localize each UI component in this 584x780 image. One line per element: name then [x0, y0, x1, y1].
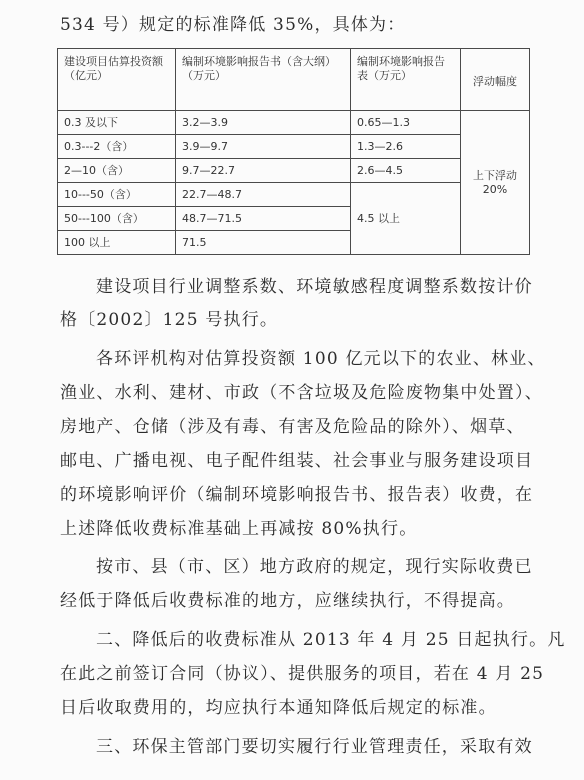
- header-investment: 建设项目估算投资额（亿元）: [58, 49, 176, 111]
- paragraph-line: 三、环保主管部门要切实履行行业管理责任，采取有效: [96, 737, 533, 757]
- paragraph-line: 二、降低后的收费标准从 2013 年 4 月 25 日起执行。凡: [96, 630, 566, 650]
- cell-report-book: 71.5: [176, 231, 351, 255]
- cell-report-form: 1.3—2.6: [351, 135, 461, 159]
- paragraph-line: 各环评机构对估算投资额 100 亿元以下的农业、林业、: [96, 349, 546, 369]
- top-line: 534 号）规定的标准降低 35%，具体为：: [60, 15, 406, 35]
- cell-investment: 50---100（含）: [58, 207, 176, 231]
- paragraph-line: 经低于降低后收费标准的地方，应继续执行，不得提高。: [60, 591, 515, 611]
- table-row: [58, 135, 530, 159]
- cell-report-book: 3.2—3.9: [176, 111, 351, 135]
- paragraph-line: 渔业、水利、建材、市政（不含垃圾及危险废物集中处置）、: [60, 383, 543, 403]
- paragraph-line: 的环境影响评价（编制环境影响报告书、报告表）收费，在: [60, 485, 534, 505]
- cell-investment: 2—10（含）: [58, 159, 176, 183]
- paragraph-line: 按市、县（市、区）地方政府的规定，现行实际收费已: [96, 557, 533, 577]
- paragraph-line: 建设项目行业调整系数、环境敏感程度调整系数按计价: [96, 277, 533, 297]
- table-row: [58, 183, 530, 207]
- cell-report-form: 4.5 以上: [351, 183, 461, 255]
- cell-float-range: 上下浮动 20%: [461, 111, 530, 255]
- fee-table: [57, 48, 530, 255]
- cell-investment: 100 以上: [58, 231, 176, 255]
- table-row: [58, 159, 530, 183]
- cell-investment: 0.3---2（含）: [58, 135, 176, 159]
- header-report-form: 编制环境影响报告表（万元）: [351, 49, 461, 111]
- cell-report-book: 22.7—48.7: [176, 183, 351, 207]
- table-header-row: [58, 49, 530, 111]
- header-report-book: 编制环境影响报告书（含大纲）（万元）: [176, 49, 351, 111]
- paragraph-line: 房地产、仓储（涉及有毒、有害及危险品的除外）、烟草、: [60, 417, 525, 437]
- cell-investment: 0.3 及以下: [58, 111, 176, 135]
- paragraph-line: 格〔2002〕125 号执行。: [60, 310, 279, 330]
- table-row: [58, 111, 530, 135]
- cell-report-book: 48.7—71.5: [176, 207, 351, 231]
- cell-report-book: 3.9—9.7: [176, 135, 351, 159]
- paragraph-line: 日后收取费用的，均应执行本通知降低后规定的标准。: [60, 698, 497, 718]
- cell-report-form: 0.65—1.3: [351, 111, 461, 135]
- cell-report-book: 9.7—22.7: [176, 159, 351, 183]
- paragraph-line: 邮电、广播电视、电子配件组装、社会事业与服务建设项目: [60, 451, 534, 471]
- cell-investment: 10---50（含）: [58, 183, 176, 207]
- paragraph-line: 在此之前签订合同（协议）、提供服务的项目，若在 4 月 25: [60, 664, 545, 684]
- header-float: 浮动幅度: [461, 49, 530, 111]
- paragraph-line: 上述降低收费标准基础上再减按 80%执行。: [60, 519, 418, 539]
- cell-report-form: 2.6—4.5: [351, 159, 461, 183]
